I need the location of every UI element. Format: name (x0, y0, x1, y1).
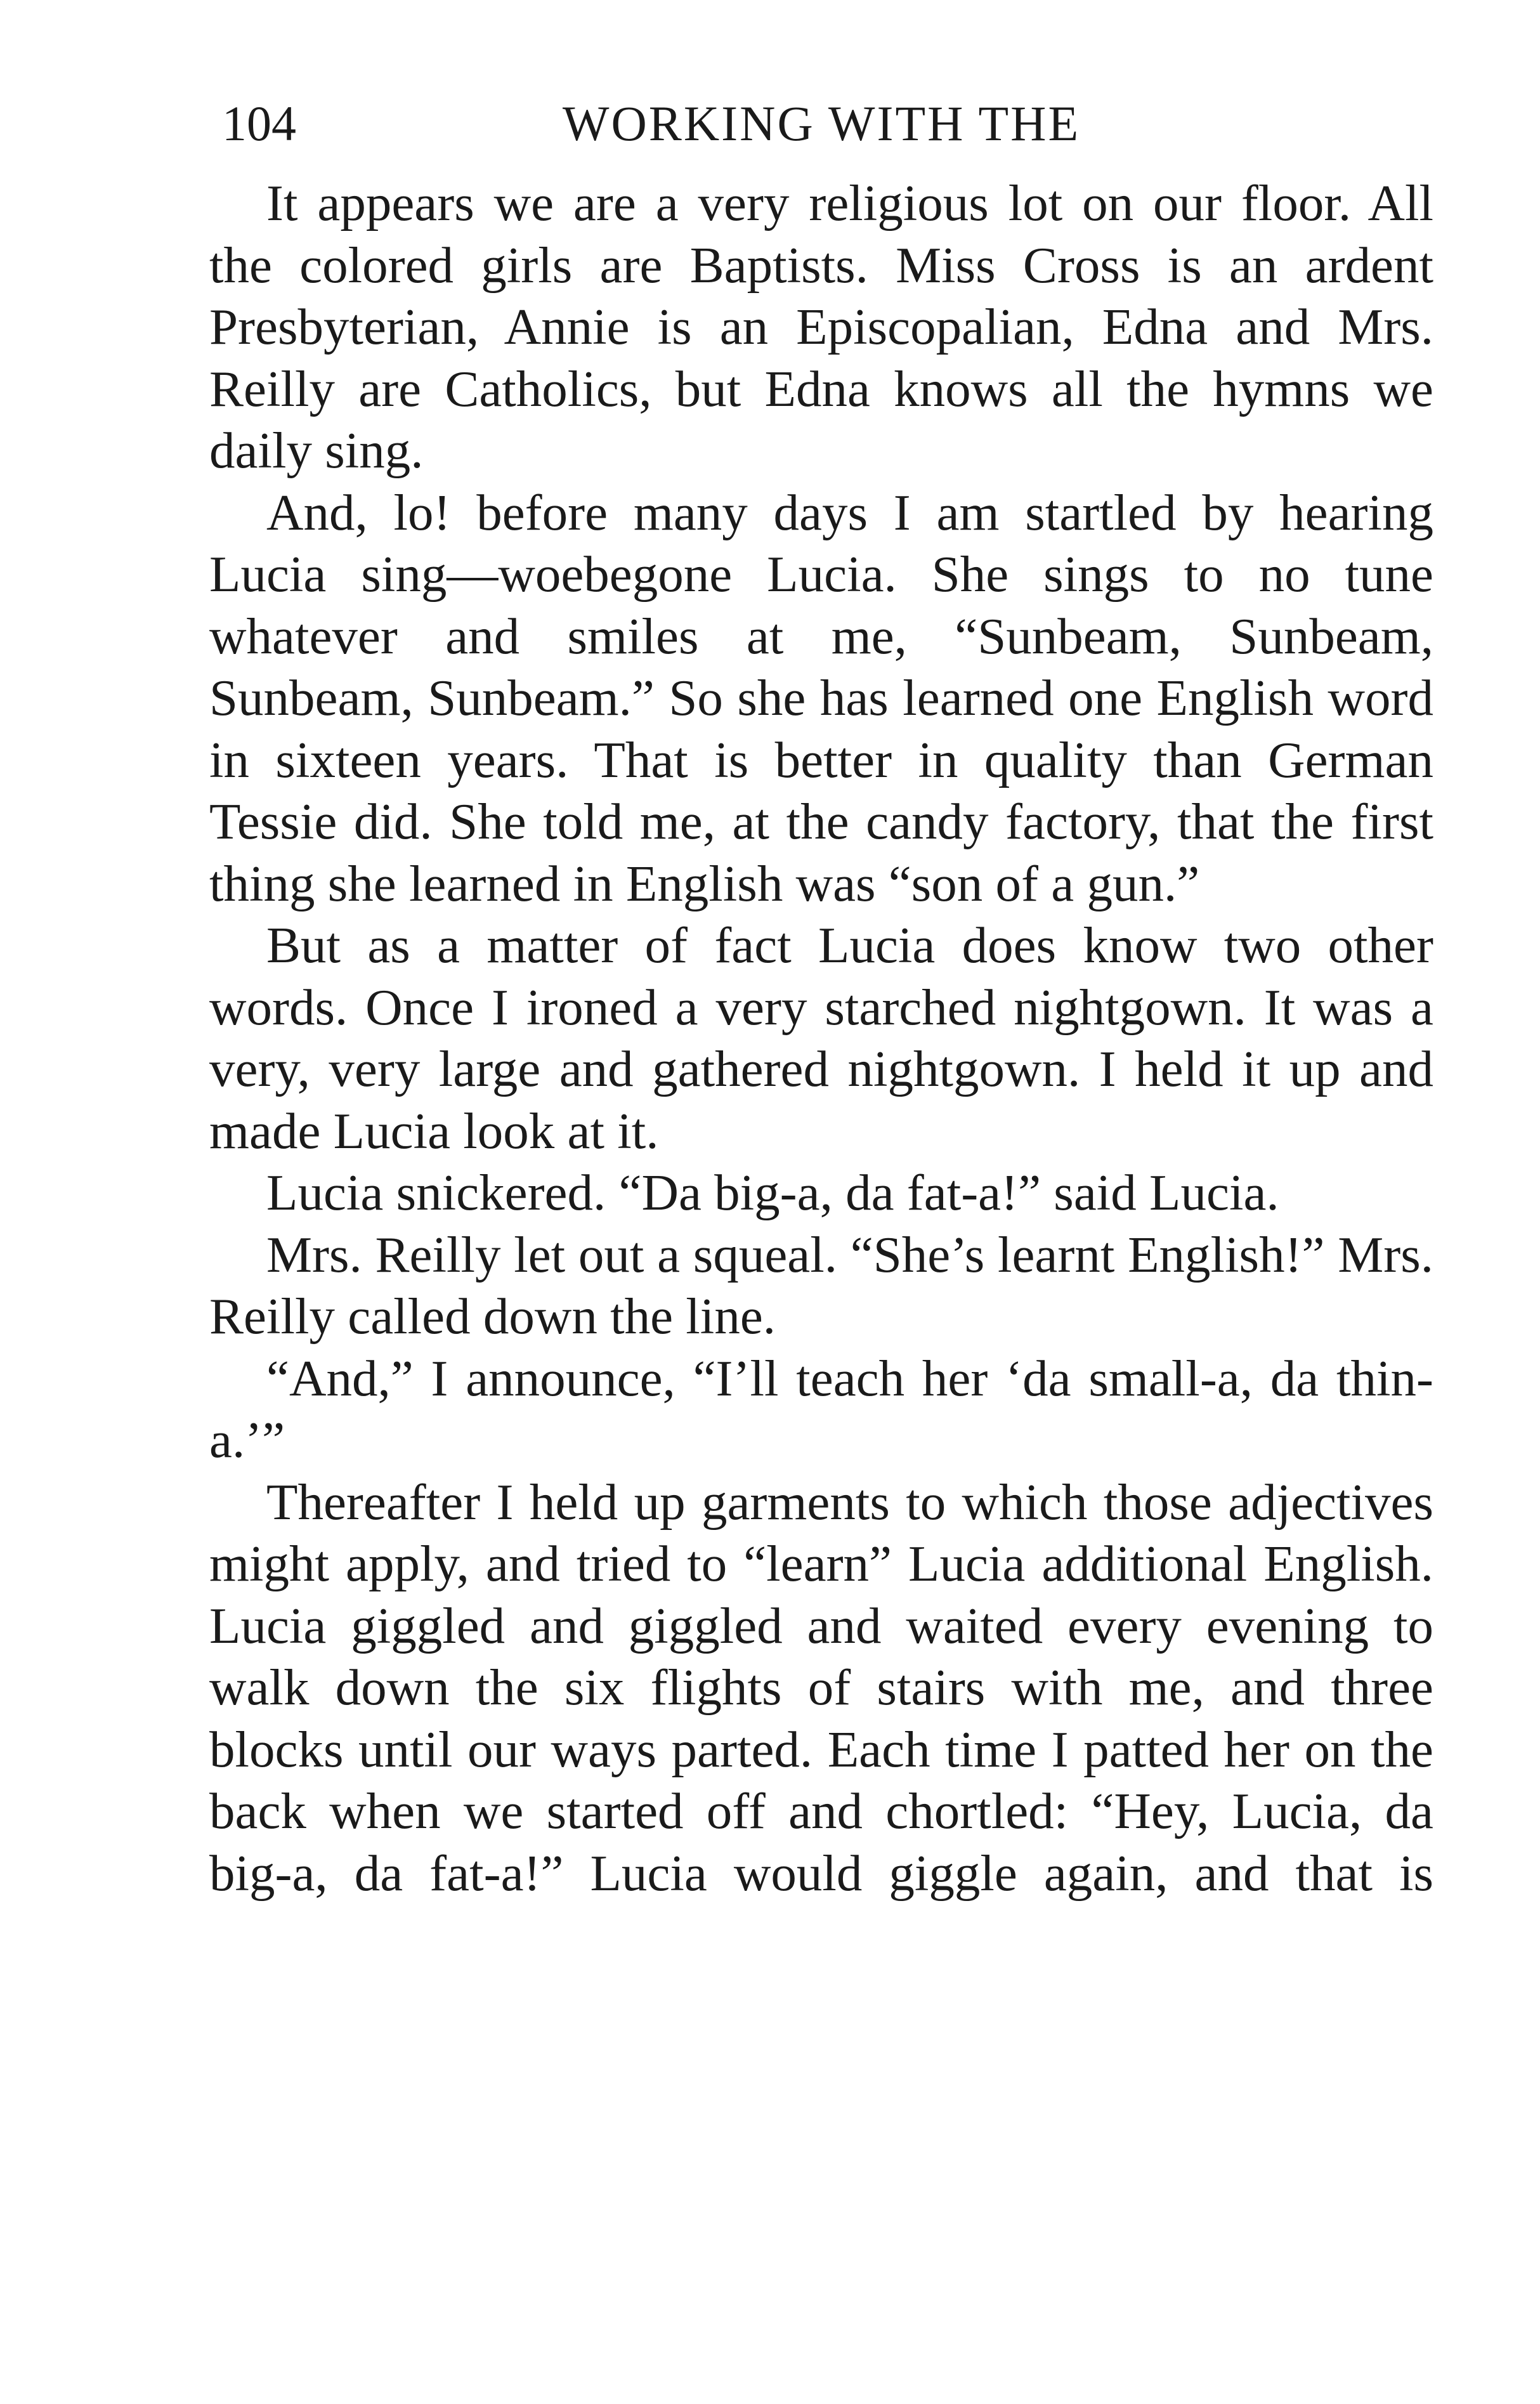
paragraph-lucia-sings: And, lo! before many days I am startled by hearing Lucia sing—woebegone Lucia. She sings to no tune whatever and smiles at me, “Sunbeam, Sunbeam, Sunbeam, Sunbeam.” So she has learned one English word in sixteen years. That is better in quality than German Tessie did. She told me, at the candy factory, that the first thing she learned in English was “son of a gun.” (209, 483, 1433, 912)
running-title: WORKING WITH THE (562, 96, 1081, 151)
paragraph-religions: It appears we are a very religious lot on our floor. All the colored girls are Baptists. Miss Cross is an ardent Presbyterian, Annie is an Episcopalian, Edna and Mrs. Reilly are Catholics, but Edna knows all the hymns we daily sing. (209, 174, 1433, 479)
paragraph-announce: “And,” I announce, “I’ll teach her ‘da small-a, da thin-a.’” (209, 1349, 1433, 1468)
paragraph-lucia-snickered: Lucia snickered. “Da big-a, da fat-a!” said Lucia. (266, 1164, 1279, 1221)
running-head (209, 89, 1433, 159)
paragraph-mrs-reilly: Mrs. Reilly let out a squeal. “She’s learnt English!” Mrs. Reilly called down the line. (209, 1225, 1433, 1345)
page-number: 104 (222, 96, 296, 151)
paragraph-thereafter: Thereafter I held up garments to which those adjectives might apply, and tried to “learn” Lucia additional English. Lucia giggled and giggled and waited every evening to walk down the six flights of stairs with me, and three blocks until our ways parted. Each time I patted her on the back when we started off and chortled: “Hey, Lucia, da big-a, da fat-a!” Lucia would giggle again, and that is (209, 1473, 1433, 1902)
body-text (209, 173, 1433, 1904)
paragraph-two-words: But as a matter of fact Lucia does know two other words. Once I ironed a very starched nightgown. It was a very, very large and gathered nightgown. I held it up and made Lucia look at it. (209, 917, 1433, 1160)
